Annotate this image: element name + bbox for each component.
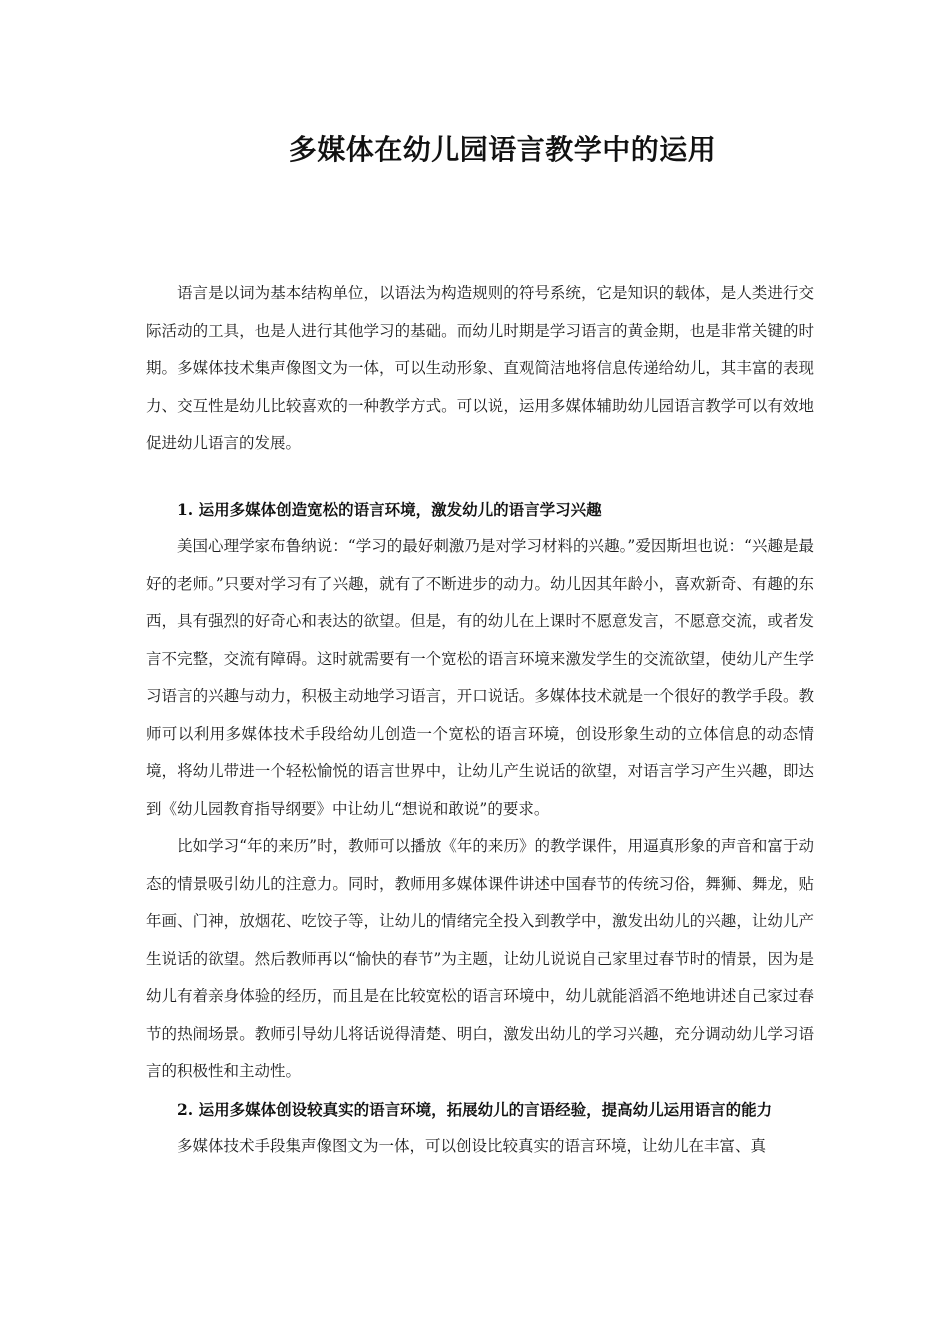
section-spacer bbox=[146, 463, 814, 491]
intro-paragraph: 语言是以词为基本结构单位，以语法为构造规则的符号系统，它是知识的载体，是人类进行交际活动的工具，也是人进行其他学习的基础。而幼儿时期是学习语言的黄金期，也是非常关键的时期。多媒体技术集声像图文为一体，可以生动形象、直观简洁地将信息传递给幼儿，其丰富的表现力、交互性是幼儿比较喜欢的一种教学方式。可以说，运用多媒体辅助幼儿园语言教学可以有效地促进幼儿语言的发展。 bbox=[146, 284, 814, 452]
section-1-paragraph-1: 美国心理学家布鲁纳说：“学习的最好刺激乃是对学习材料的兴趣。”爱因斯坦也说：“兴趣是最好的老师。”只要对学习有了兴趣，就有了不断进步的动力。幼儿因其年龄小，喜欢新奇、有趣的东西，具有强烈的好奇心和表达的欲望。但是，有的幼儿在上课时不愿意发言，不愿意交流，或者发言不完整，交流有障碍。这时就需要有一个宽松的语言环境来激发学生的交流欲望，使幼儿产生学习语言的兴趣与动力，积极主动地学习语言，开口说话。多媒体技术就是一个很好的教学手段。教师可以利用多媒体技术手段给幼儿创造一个宽松的语言环境，创设形象生动的立体信息的动态情境，将幼儿带进一个轻松愉悦的语言世界中，让幼儿产生说话的欲望，对语言学习产生兴趣，即达到《幼儿园教育指导纲要》中让幼儿“想说和敢说”的要求。 bbox=[146, 537, 814, 818]
document-body bbox=[146, 275, 814, 1166]
section-2-heading: 2. 运用多媒体创设较真实的语言环境，拓展幼儿的言语经验，提高幼儿运用语言的能力 bbox=[177, 1099, 773, 1119]
document-title: 多媒体在幼儿园语言教学中的运用 bbox=[288, 133, 717, 166]
section-1-paragraph-2: 比如学习“年的来历”时，教师可以播放《年的来历》的教学课件，用逼真形象的声音和富于动态的情景吸引幼儿的注意力。同时，教师用多媒体课件讲述中国春节的传统习俗，舞狮、舞龙，贴年画、门神，放烟花、吃饺子等，让幼儿的情绪完全投入到教学中，激发出幼儿的兴趣，让幼儿产生说话的欲望。然后教师再以“愉快的春节”为主题，让幼儿说说自己家里过春节时的情景，因为是幼儿有着亲身体验的经历，而且是在比较宽松的语言环境中，幼儿就能滔滔不绝地讲述自己家过春节的热闹场景。教师引导幼儿将话说得清楚、明白，激发出幼儿的学习兴趣，充分调动幼儿学习语言的积极性和主动性。 bbox=[146, 837, 814, 1080]
section-1-heading: 1. 运用多媒体创造宽松的语言环境，激发幼儿的语言学习兴趣 bbox=[177, 499, 602, 519]
section-2-paragraph-1: 多媒体技术手段集声像图文为一体，可以创设比较真实的语言环境，让幼儿在丰富、真 bbox=[177, 1137, 767, 1155]
